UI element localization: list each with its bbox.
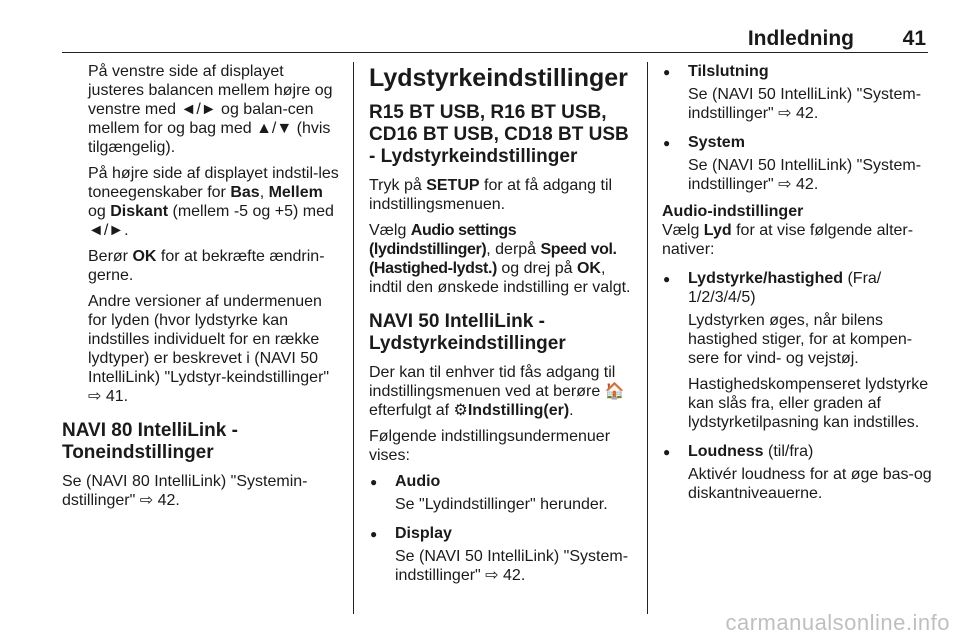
bullet-item: ● Audio [369, 472, 637, 491]
bullet-text: Se (NAVI 50 IntelliLink) "System-indstillinger" ⇨ 42. [688, 157, 922, 193]
term-bas: Bas [230, 184, 260, 201]
column-divider [647, 62, 648, 614]
section-title: Lydstyrkeindstillinger [369, 64, 628, 92]
bullet-item: ● Tilslutning [662, 62, 937, 81]
bullet-item: ● Lydstyrke/hastighed (Fra/ 1/2/3/4/5) [662, 269, 937, 307]
page-title: Indledning [747, 27, 854, 50]
paragraph-balance: På venstre side af displayet justeres balancen mellem højre og venstre med ◄/► og balan-cen mellem for og bag med ▲/▼ (hvis tilgængelig). [88, 63, 333, 156]
gear-icon: ⚙ [453, 402, 468, 419]
term-mellem: Mellem [268, 184, 323, 201]
term-indstillinger: Indstilling(er) [467, 402, 570, 419]
bullet-item: ● System [662, 133, 937, 152]
paragraph-lyd: Vælg Lyd for at vise følgende alter-nativer: [662, 222, 914, 258]
term-speed-vol: Speed vol. (Hastighed-lydst.) [369, 241, 617, 277]
home-icon: 🏠 [604, 383, 625, 400]
column-right [662, 62, 937, 513]
column-divider [353, 62, 354, 614]
term-ok: OK [132, 248, 157, 265]
page-header [62, 0, 928, 53]
column-left [62, 62, 344, 517]
term-lyd: Lyd [703, 222, 732, 239]
page-number: 41 [902, 27, 926, 50]
bullet-item: ● Loudness (til/fra) [662, 442, 937, 461]
watermark: carmanualsonline.info [725, 610, 950, 635]
term-audio-settings: Audio settings (lydindstillinger) [369, 222, 517, 258]
paragraph-confirm: Berør OK for at bekræfte ændrin-gerne. [88, 248, 325, 284]
paragraph-select: Vælg Audio settings (lydindstillinger), derpå Speed vol. (Hastighed-lydst.) og drej på OK, indtil den ønskede indstilling er valgt. [369, 222, 631, 296]
term-ok: OK [576, 260, 601, 277]
bullet-text: Lydstyrken øges, når bilens hastighed stiger, for at kompen-sere for vind- og vejstøj. Hastighedskompenseret lydstyrke kan slås fra, eller graden af lydstyrketilpasning kan indstilles. [688, 312, 929, 431]
paragraph-navi80-ref: Se (NAVI 80 IntelliLink) "Systemin-dstillinger" ⇨ 42. [62, 473, 308, 509]
term-diskant: Diskant [110, 203, 169, 220]
paragraph-access: Der kan til enhver tid fås adgang til indstillingsmenuen ved at berøre 🏠 efterfulgt af ⚙Indstilling(er). [369, 364, 625, 419]
bullet-text: Se (NAVI 50 IntelliLink) "System-indstillinger" ⇨ 42. [395, 548, 629, 584]
heading-navi50-volume: NAVI 50 IntelliLink - Lydstyrkeindstillinger [369, 311, 566, 354]
bullet-text: Aktivér loudness for at øge bas-og diskantniveauerne. [688, 466, 932, 502]
heading-audio-settings: Audio-indstillinger [662, 203, 804, 220]
bullet-item: ● Display [369, 524, 637, 543]
paragraph-other-versions: Andre versioner af undermenuen for lyden (hvor lydstyrke kan indstilles individuelt for en række lydtyper) er beskrevet i (NAVI 50 IntelliLink) "Lydstyr-keindstillinger" ⇨ 41. [88, 293, 330, 405]
paragraph-setup: Tryk på SETUP for at få adgang til indstillingsmenuen. [369, 177, 613, 213]
heading-radio-volume: R15 BT USB, R16 BT USB, CD16 BT USB, CD18 BT USB - Lydstyrkeindstillinger [369, 102, 629, 167]
heading-navi80-tone: NAVI 80 IntelliLink - Toneindstillinger [62, 420, 238, 463]
paragraph-tone: På højre side af displayet indstil-les toneegenskaber for Bas, Mellem og Diskant (mellem -5 og +5) med ◄/►. [88, 165, 339, 239]
column-middle [369, 62, 637, 595]
paragraph-submenus: Følgende indstillingsundermenuer vises: [369, 428, 611, 464]
bullet-text: Se "Lydindstillinger" herunder. [395, 496, 608, 513]
term-setup: SETUP [426, 177, 480, 194]
bullet-text: Se (NAVI 50 IntelliLink) "System-indstillinger" ⇨ 42. [688, 86, 922, 122]
